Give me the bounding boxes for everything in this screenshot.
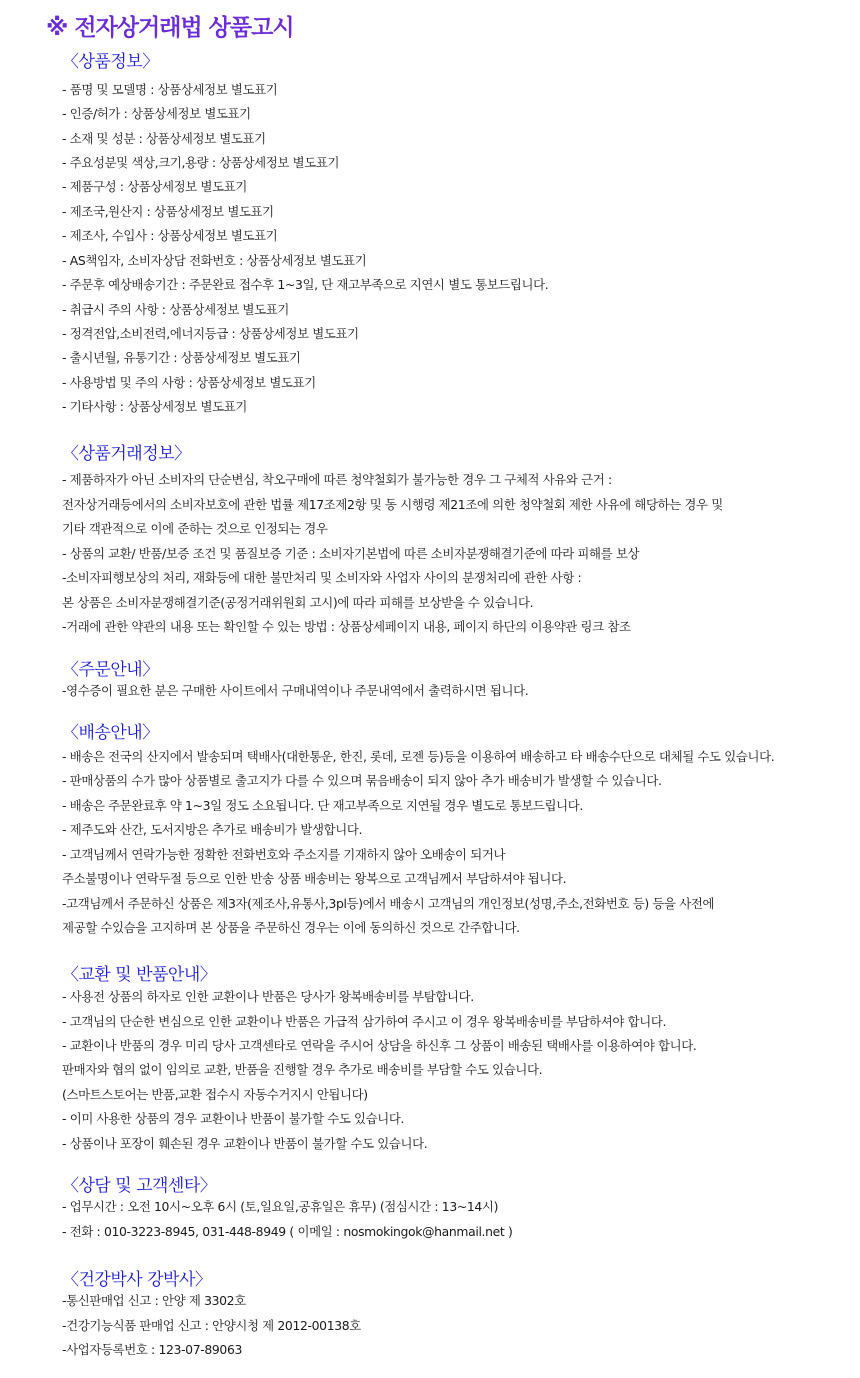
section-heading: 〈건강박사 강박사〉 [62, 1270, 212, 1290]
info-line: - 주요성분및 색상,크기,용량 : 상품상세정보 별도표기 [62, 155, 340, 170]
info-line: - 업무시간 : 오전 10시~오후 6시 (토,일요일,공휴일은 휴무) (점심시간 : 13~14시) [62, 1199, 499, 1214]
info-line: -고객님께서 주문하신 상품은 제3자(제조사,유통사,3pl등)에서 배송시 고객님의 개인정보(성명,주소,전화번호 등) 등을 사전에 [62, 896, 715, 911]
section-heading: 〈상담 및 고객센타〉 [62, 1176, 217, 1196]
info-line: -건강기능식품 판매업 신고 : 안양시청 제 2012-00138호 [62, 1318, 361, 1333]
info-line: -소비자피행보상의 처리, 재화등에 대한 불만처리 및 소비자와 사업자 사이의 분쟁처리에 관한 사항 : [62, 570, 582, 585]
info-line: - 제조사, 수입사 : 상품상세정보 별도표기 [62, 228, 278, 243]
info-line: (스마트스토어는 반품,교환 접수시 자동수거지시 안됩니다) [62, 1087, 368, 1102]
info-line: 주소불명이나 연락두절 등으로 인한 반송 상품 배송비는 왕복으로 고객님께서 부담하셔야 됩니다. [62, 871, 567, 886]
info-line: - 소재 및 성분 : 상품상세정보 별도표기 [62, 131, 266, 146]
info-line: - 제품구성 : 상품상세정보 별도표기 [62, 179, 247, 194]
section-heading: 〈교환 및 반품안내〉 [62, 965, 217, 985]
info-line: -영수증이 필요한 분은 구매한 사이트에서 구매내역이나 주문내역에서 출력하시면 됩니다. [62, 683, 529, 698]
info-line: - 배송은 전국의 산지에서 발송되며 택배사(대한통운, 한진, 롯데, 로젠 등)등을 이용하여 배송하고 타 배송수단으로 대체될 수도 있습니다. [62, 749, 775, 764]
section-heading: 〈상품거래정보〉 [62, 444, 191, 464]
info-line: - 정격전압,소비전력,에너지등급 : 상품상세정보 별도표기 [62, 326, 359, 341]
info-line: - 판매상품의 수가 많아 상품별로 출고지가 다를 수 있으며 묶음배송이 되지 않아 추가 배송비가 발생할 수 있습니다. [62, 773, 662, 788]
info-line: - 제품하자가 아닌 소비자의 단순변심, 착오구매에 따른 청약철회가 불가능한 경우 그 구체적 사유와 근거 : [62, 472, 612, 487]
page-title: ※ 전자상거래법 상품고시 [46, 15, 294, 41]
info-line: - 배송은 주문완료후 약 1~3일 정도 소요됩니다. 단 재고부족으로 지연될 경우 별도로 통보드립니다. [62, 798, 583, 813]
info-line: 본 상품은 소비자분쟁해결기준(공정거래위원회 고시)에 따라 피해를 보상받을 수 있습니다. [62, 595, 534, 610]
info-line: - 출시년월, 유통기간 : 상품상세정보 별도표기 [62, 350, 301, 365]
info-line: 판매자와 협의 없이 임의로 교환, 반품을 진행할 경우 추가로 배송비를 부담할 수도 있습니다. [62, 1062, 543, 1077]
info-line: - 기타사항 : 상품상세정보 별도표기 [62, 399, 247, 414]
info-line: - 제조국,원산지 : 상품상세정보 별도표기 [62, 204, 274, 219]
info-line: - AS책임자, 소비자상담 전화번호 : 상품상세정보 별도표기 [62, 253, 367, 268]
info-line: - 품명 및 모델명 : 상품상세정보 별도표기 [62, 82, 278, 97]
info-line: - 교환이나 반품의 경우 미리 당사 고객센타로 연락을 주시어 상담을 하신후 그 상품이 배송된 택배사를 이용하여야 합니다. [62, 1038, 697, 1053]
info-line: - 인증/허가 : 상품상세정보 별도표기 [62, 106, 251, 121]
info-line: - 고객님의 단순한 변심으로 인한 교환이나 반품은 가급적 삼가하여 주시고 이 경우 왕복배송비를 부담하셔야 합니다. [62, 1014, 667, 1029]
section-heading: 〈배송안내〉 [62, 723, 159, 743]
section-heading: 〈상품정보〉 [62, 52, 159, 72]
info-line: - 사용방법 및 주의 사항 : 상품상세정보 별도표기 [62, 375, 316, 390]
info-line: - 상품의 교환/ 반품/보증 조건 및 품질보증 기준 : 소비자기본법에 따른 소비자분쟁해결기준에 따라 피해를 보상 [62, 546, 640, 561]
info-line: 기타 객관적으로 이에 준하는 것으로 인정되는 경우 [62, 521, 328, 536]
info-line: 제공할 수있슴을 고지하며 본 상품을 주문하신 경우는 이에 동의하신 것으로 간주합니다. [62, 920, 520, 935]
info-line: - 상품이나 포장이 훼손된 경우 교환이나 반품이 불가할 수도 있습니다. [62, 1136, 428, 1151]
info-line: 전자상거래등에서의 소비자보호에 관한 법률 제17조제2항 및 동 시행령 제21조에 의한 청약철회 제한 사유에 해당하는 경우 및 [62, 497, 723, 512]
info-line: - 고객님께서 연락가능한 정확한 전화번호와 주소지를 기재하지 않아 오배송이 되거나 [62, 847, 506, 862]
section-heading: 〈주문안내〉 [62, 660, 159, 680]
info-line: - 사용전 상품의 하자로 인한 교환이나 반품은 당사가 왕복배송비를 부탐합니다. [62, 989, 474, 1004]
info-line: - 주문후 예상배송기간 : 주문완료 접수후 1~3일, 단 재고부족으로 지연시 별도 통보드립니다. [62, 277, 549, 292]
info-line: - 전화 : 010-3223-8945, 031-448-8949 ( 이메일 : nosmokingok@hanmail.net ) [62, 1224, 513, 1239]
info-line: -거래에 관한 약관의 내용 또는 확인할 수 있는 방법 : 상품상세페이지 내용, 페이지 하단의 이용약관 링크 참조 [62, 619, 631, 634]
info-line: -사업자등록번호 : 123-07-89063 [62, 1342, 243, 1357]
info-line: - 취급시 주의 사항 : 상품상세정보 별도표기 [62, 302, 290, 317]
info-line: -통신판매업 신고 : 안양 제 3302호 [62, 1293, 246, 1308]
info-line: - 이미 사용한 상품의 경우 교환이나 반품이 불가할 수도 있습니다. [62, 1111, 405, 1126]
info-line: - 제주도와 산간, 도서지방은 추가로 배송비가 발생합니다. [62, 822, 363, 837]
